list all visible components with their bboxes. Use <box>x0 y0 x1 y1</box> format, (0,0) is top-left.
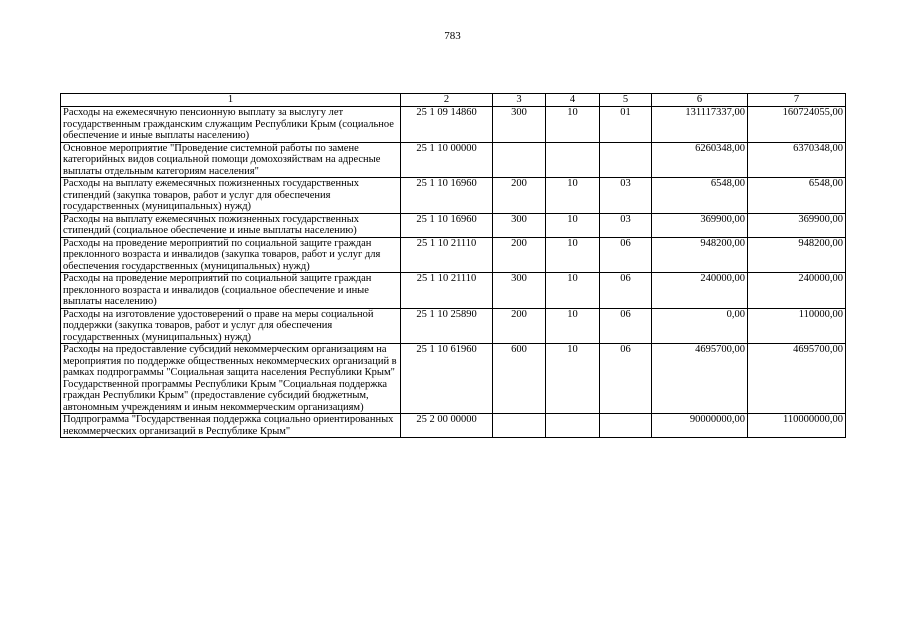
page-number: 783 <box>444 30 461 42</box>
section-cell: 10 <box>546 107 600 143</box>
table-row <box>61 308 846 344</box>
expense-type-cell: 300 <box>493 273 546 309</box>
table-row <box>61 344 846 414</box>
subsection-cell: 03 <box>600 178 652 214</box>
subsection-cell: 06 <box>600 237 652 273</box>
expense-type-cell: 200 <box>493 178 546 214</box>
amount-year1-cell: 369900,00 <box>652 213 748 237</box>
expense-type-cell <box>493 142 546 178</box>
subsection-cell: 03 <box>600 213 652 237</box>
amount-year2-cell: 240000,00 <box>748 273 846 309</box>
amount-year2-cell: 6548,00 <box>748 178 846 214</box>
expense-type-cell: 200 <box>493 237 546 273</box>
row-name-cell: Расходы на предоставление субсидий некоммерческим организациям на мероприятия по поддержке общественных некоммерческих организаций в рамках подпрограммы "Социальная защита населения Республики Крым" Государственной программы Республики Крым "Социальная поддержка граждан Республики Крым" (предоставление субсидий бюджетным, автономным учреждениям и иным некоммерческим организациям) <box>61 344 401 414</box>
section-cell <box>546 142 600 178</box>
section-cell: 10 <box>546 213 600 237</box>
amount-year2-cell: 6370348,00 <box>748 142 846 178</box>
section-cell: 10 <box>546 273 600 309</box>
amount-year2-cell: 369900,00 <box>748 213 846 237</box>
row-name-cell: Расходы на выплату ежемесячных пожизненных государственных стипендий (социальное обеспечение и иные выплаты населению) <box>61 213 401 237</box>
column-header-2: 2 <box>401 94 493 107</box>
section-cell: 10 <box>546 308 600 344</box>
column-header-3: 3 <box>493 94 546 107</box>
amount-year2-cell: 160724055,00 <box>748 107 846 143</box>
target-article-cell: 25 1 10 61960 <box>401 344 493 414</box>
expense-type-cell: 300 <box>493 107 546 143</box>
row-name-cell: Подпрограмма "Государственная поддержка социально ориентированных некоммерческих организаций в Республике Крым" <box>61 414 401 438</box>
column-header-7: 7 <box>748 94 846 107</box>
amount-year2-cell: 110000,00 <box>748 308 846 344</box>
table-row <box>61 213 846 237</box>
subsection-cell: 06 <box>600 308 652 344</box>
amount-year1-cell: 90000000,00 <box>652 414 748 438</box>
column-header-4: 4 <box>546 94 600 107</box>
subsection-cell: 01 <box>600 107 652 143</box>
column-header-6: 6 <box>652 94 748 107</box>
amount-year1-cell: 131117337,00 <box>652 107 748 143</box>
expense-type-cell: 200 <box>493 308 546 344</box>
section-cell: 10 <box>546 237 600 273</box>
amount-year2-cell: 4695700,00 <box>748 344 846 414</box>
table-row <box>61 273 846 309</box>
amount-year2-cell: 948200,00 <box>748 237 846 273</box>
expense-type-cell <box>493 414 546 438</box>
amount-year1-cell: 4695700,00 <box>652 344 748 414</box>
amount-year2-cell: 110000000,00 <box>748 414 846 438</box>
target-article-cell: 25 2 00 00000 <box>401 414 493 438</box>
amount-year1-cell: 240000,00 <box>652 273 748 309</box>
subsection-cell: 06 <box>600 344 652 414</box>
section-cell <box>546 414 600 438</box>
amount-year1-cell: 0,00 <box>652 308 748 344</box>
table-row <box>61 414 846 438</box>
budget-table <box>60 93 846 438</box>
target-article-cell: 25 1 10 25890 <box>401 308 493 344</box>
row-name-cell: Расходы на проведение мероприятий по социальной защите граждан преклонного возраста и инвалидов (социальное обеспечение и иные выплаты населению) <box>61 273 401 309</box>
target-article-cell: 25 1 09 14860 <box>401 107 493 143</box>
subsection-cell <box>600 142 652 178</box>
subsection-cell: 06 <box>600 273 652 309</box>
target-article-cell: 25 1 10 16960 <box>401 213 493 237</box>
row-name-cell: Расходы на ежемесячную пенсионную выплату за выслугу лет государственным гражданским служащим Республики Крым (социальное обеспечение и иные выплаты населению) <box>61 107 401 143</box>
row-name-cell: Расходы на изготовление удостоверений о праве на меры социальной поддержки (закупка товаров, работ и услуг для обеспечения государственных (муниципальных) нужд) <box>61 308 401 344</box>
target-article-cell: 25 1 10 16960 <box>401 178 493 214</box>
table-row <box>61 237 846 273</box>
expense-type-cell: 300 <box>493 213 546 237</box>
target-article-cell: 25 1 10 00000 <box>401 142 493 178</box>
section-cell: 10 <box>546 344 600 414</box>
table-row <box>61 178 846 214</box>
subsection-cell <box>600 414 652 438</box>
target-article-cell: 25 1 10 21110 <box>401 273 493 309</box>
table-row <box>61 107 846 143</box>
section-cell: 10 <box>546 178 600 214</box>
target-article-cell: 25 1 10 21110 <box>401 237 493 273</box>
amount-year1-cell: 948200,00 <box>652 237 748 273</box>
row-name-cell: Расходы на выплату ежемесячных пожизненных государственных стипендий (закупка товаров, работ и услуг для обеспечения государственных (муниципальных) нужд) <box>61 178 401 214</box>
row-name-cell: Расходы на проведение мероприятий по социальной защите граждан преклонного возраста и инвалидов (закупка товаров, работ и услуг для обеспечения государственных (муниципальных) нужд) <box>61 237 401 273</box>
amount-year1-cell: 6548,00 <box>652 178 748 214</box>
amount-year1-cell: 6260348,00 <box>652 142 748 178</box>
table-row <box>61 142 846 178</box>
column-header-1: 1 <box>61 94 401 107</box>
column-header-5: 5 <box>600 94 652 107</box>
expense-type-cell: 600 <box>493 344 546 414</box>
row-name-cell: Основное мероприятие "Проведение системной работы по замене категорийных видов социальной помощи домохозяйствам на адресные выплаты отдельным категориям населения" <box>61 142 401 178</box>
header-row <box>61 94 846 107</box>
